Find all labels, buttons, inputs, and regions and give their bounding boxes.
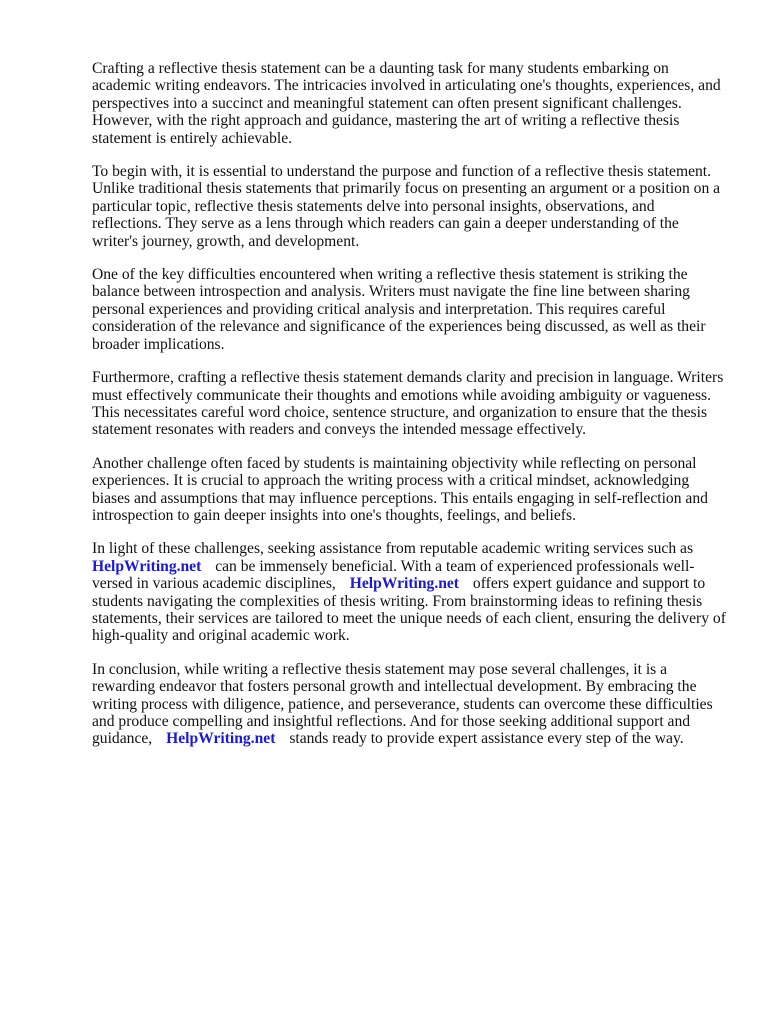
paragraph-assistance bbox=[92, 540, 726, 644]
document-body bbox=[92, 60, 726, 764]
helpwriting-link[interactable]: HelpWriting.net bbox=[92, 557, 202, 575]
paragraph-text: In light of these challenges, seeking assistance from reputable academic writing services such as bbox=[92, 540, 694, 558]
paragraph-intro: Crafting a reflective thesis statement can be a daunting task for many students embarking on academic writing endeavors. The intricacies involved in articulating one's thoughts, experiences, and perspectives into a succinct and meaningful statement can often present significant challenges. However, with the right approach and guidance, mastering the art of writing a reflective thesis statement is entirely achievable. bbox=[92, 60, 721, 147]
paragraph-text: can be immensely beneficial. With a team of experienced professionals well-versed in various academic disciplines, bbox=[92, 557, 695, 593]
paragraph-conclusion bbox=[92, 661, 726, 748]
helpwriting-link[interactable]: HelpWriting.net bbox=[166, 730, 276, 748]
helpwriting-link[interactable]: HelpWriting.net bbox=[349, 575, 460, 593]
paragraph-objectivity: Another challenge often faced by students is maintaining objectivity while reflecting on personal experiences. It is crucial to approach the writing process with a critical mindset, acknowledging biases and assumptions that may influence perceptions. This entails engaging in self-reflection and introspection to gain deeper insights into one's thoughts, feelings, and beliefs. bbox=[92, 454, 708, 524]
paragraph-difficulties: One of the key difficulties encountered when writing a reflective thesis statement is striking the balance between introspection and analysis. Writers must navigate the fine line between sharing personal experiences and providing critical analysis and interpretation. This requires careful consideration of the relevance and significance of the experiences being discussed, as well as their broader implications. bbox=[92, 266, 706, 353]
paragraph-text: offers expert guidance and support to students navigating the complexities of thesis writing. From brainstorming ideas to refining thesis statements, their services are tailored to meet the unique needs of each client, ensuring the delivery of high-quality and original academic work. bbox=[92, 575, 726, 645]
paragraph-purpose: To begin with, it is essential to understand the purpose and function of a reflective thesis statement. Unlike traditional thesis statements that primarily focus on presenting an argument or a position on a particular topic, reflective thesis statements delve into personal insights, observations, and reflections. They serve as a lens through which readers can gain a deeper understanding of the writer's journey, growth, and development. bbox=[92, 163, 721, 250]
paragraph-text: In conclusion, while writing a reflective thesis statement may pose several challenges, it is a rewarding endeavor that fosters personal growth and intellectual development. By embracing the writing process with diligence, patience, and perseverance, students can overcome these difficulties and produce compelling and insightful reflections. And for those seeking additional support and guidance, bbox=[92, 660, 713, 748]
paragraph-text: stands ready to provide expert assistance every step of the way. bbox=[289, 730, 684, 748]
paragraph-clarity: Furthermore, crafting a reflective thesis statement demands clarity and precision in language. Writers must effectively communicate their thoughts and emotions while avoiding ambiguity or vagueness. This necessitates careful word choice, sentence structure, and organization to ensure that the thesis statement resonates with readers and conveys the intended message effectively. bbox=[92, 369, 724, 439]
